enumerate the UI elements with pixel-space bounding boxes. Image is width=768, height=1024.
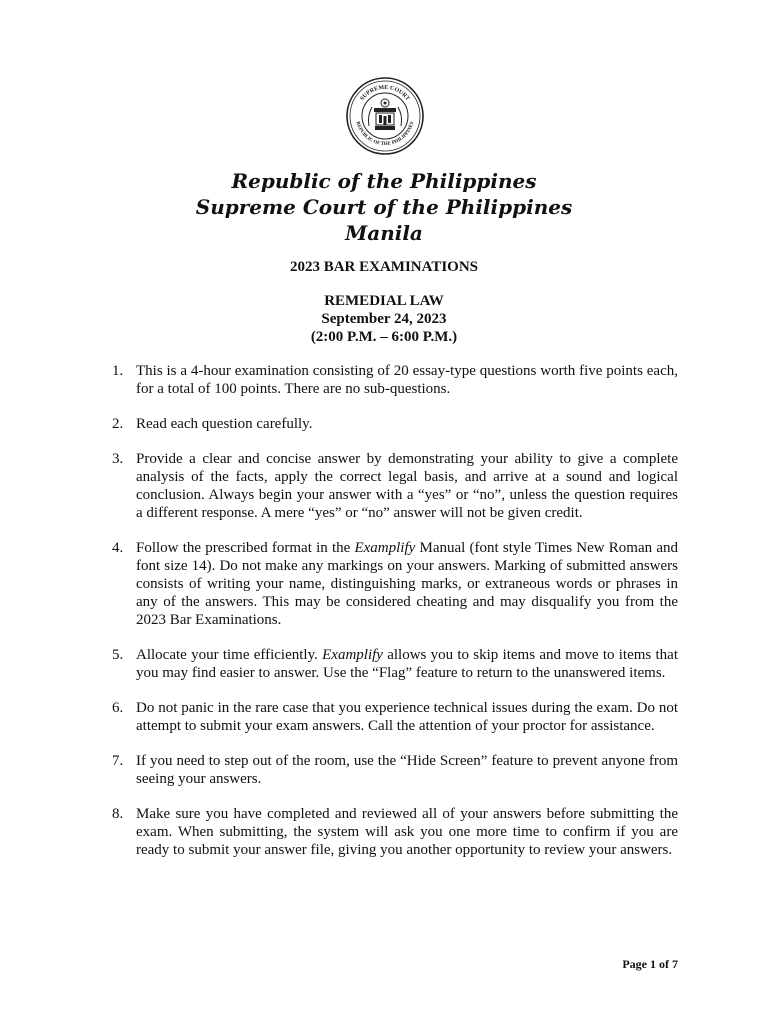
- exam-time: (2:00 P.M. – 6:00 P.M.): [310, 329, 458, 345]
- heading-manila: Manila: [345, 221, 423, 245]
- instructions-list: [112, 362, 678, 876]
- instruction-item: [112, 699, 678, 735]
- seal-bottom-text: REPUBLIC OF THE PHILIPPINES: [354, 121, 416, 148]
- instruction-text: Manual (font style Times New Roman and font size 14). Do not make any markings on your answers. Marking of submitted answers consists of writing your name, distinguishing marks, or extraneous words or phrases in any of the answers. This may be considered cheating and may disqualify you from the 2023 Bar Examinations.: [136, 540, 678, 628]
- instruction-emphasis: Examplify: [322, 647, 383, 663]
- instruction-number: 1.: [112, 363, 124, 379]
- page-prefix: Page: [622, 957, 650, 971]
- heading-supreme-court: Supreme Court of the Philippines: [195, 195, 573, 219]
- instruction-text: allows you to skip items and move to items that you may find easier to answer. Use the “Flag” feature to return to the unanswered items.: [136, 647, 678, 681]
- instruction-item: [112, 805, 678, 859]
- supreme-court-seal-icon: [345, 76, 425, 156]
- instruction-number: 4.: [112, 540, 124, 556]
- instruction-number: 6.: [112, 700, 124, 716]
- instruction-item: [112, 415, 678, 433]
- instruction-text: This is a 4-hour examination consisting of 20 essay-type questions worth five points each, for a total of 100 points. There are no sub-questions.: [136, 363, 678, 397]
- instruction-item: [112, 539, 678, 629]
- page-current: 1: [650, 957, 656, 971]
- instruction-number: 8.: [112, 806, 124, 822]
- instruction-text: Read each question carefully.: [136, 416, 313, 432]
- page-total: 7: [672, 957, 678, 971]
- instruction-text: Make sure you have completed and reviewed all of your answers before submitting the exam. When submitting, the system will ask you one more time to confirm if you are ready to submit your answer file, giving you another opportunity to review your answers.: [136, 806, 678, 858]
- page-mid: of: [656, 957, 672, 971]
- instruction-text: If you need to step out of the room, use the “Hide Screen” feature to prevent anyone from seeing your answers.: [136, 753, 678, 787]
- instruction-text: Provide a clear and concise answer by demonstrating your ability to give a complete analysis of the facts, apply the correct legal basis, and arrive at a sound and logical conclusion. Always begin your answer with a “yes” or “no”, unless the question requires a different response. A mere “yes” or “no” answer will not be given credit.: [136, 451, 678, 521]
- instruction-text: Do not panic in the rare case that you experience technical issues during the exam. Do not attempt to submit your exam answers. Call the attention of your proctor for assistance.: [136, 700, 678, 734]
- court-heading: [0, 168, 768, 246]
- instruction-item: [112, 646, 678, 682]
- instruction-text: Allocate your time efficiently.: [136, 647, 323, 663]
- instruction-text: Follow the prescribed format in the: [136, 540, 355, 556]
- page-number: [622, 957, 678, 972]
- instruction-number: 2.: [112, 416, 124, 432]
- instruction-item: [112, 450, 678, 522]
- seal-top-text: SUPREME COURT: [359, 84, 411, 103]
- instruction-number: 5.: [112, 647, 124, 663]
- exam-subject: REMEDIAL LAW: [324, 293, 444, 309]
- instruction-number: 7.: [112, 753, 124, 769]
- heading-republic: Republic of the Philippines: [231, 169, 537, 193]
- instruction-item: [112, 752, 678, 788]
- exam-title: 2023 BAR EXAMINATIONS: [289, 259, 479, 275]
- instruction-item: [112, 362, 678, 398]
- exam-date: September 24, 2023: [321, 311, 447, 327]
- instruction-emphasis: Examplify: [354, 540, 416, 556]
- instruction-number: 3.: [112, 451, 124, 467]
